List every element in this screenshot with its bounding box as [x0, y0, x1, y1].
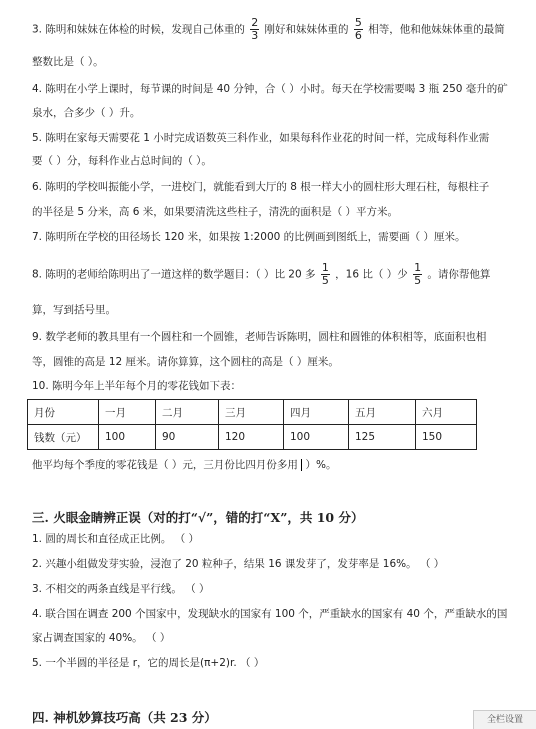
allowance-table — [27, 399, 477, 450]
question-10-line-2 — [32, 458, 337, 472]
q8-text-b: ，16 比（ ）少 — [335, 268, 408, 281]
question-8-line-2: 算，写到括号里。 — [32, 304, 116, 316]
table-cell: 钱数（元） — [28, 425, 99, 450]
fraction-numerator: 2 — [251, 16, 259, 29]
section-3-item: 3. 不相交的两条直线是平行线。 （ ） — [32, 583, 210, 595]
q3-text-c: 相等，他和他妹妹体重的最简 — [368, 23, 505, 36]
table-cell: 五月 — [349, 400, 416, 425]
table-cell: 月份 — [28, 400, 99, 425]
question-4-line-1: 4. 陈明在小学上课时，每节课的时间是 40 分钟，合（ ）小时。每天在学校需要喝 3 瓶 250 毫升的矿 — [32, 83, 508, 95]
fraction-five-sixths — [354, 17, 363, 42]
fraction-one-fifth — [321, 262, 330, 287]
table-header-row — [28, 400, 477, 425]
question-5-line-2: 要（ ）分，每科作业占总时间的（ ）。 — [32, 155, 212, 167]
section-3-item: 4. 联合国在调查 200 个国家中，发现缺水的国家有 100 个，严重缺水的国家有 40 个，严重缺水的国 — [32, 608, 508, 620]
fraction-numerator: 5 — [354, 16, 362, 29]
table-cell: 六月 — [416, 400, 477, 425]
table-row — [28, 425, 477, 450]
fraction-numerator: 1 — [414, 261, 422, 274]
question-6-line-2: 的半径是 5 分米，高 6 米，如果要清洗这些柱子，清洗的面积是（ ）平方米。 — [32, 206, 399, 218]
section-3-item: 1. 圆的周长和直径成正比例。 （ ） — [32, 533, 200, 545]
table-cell: 二月 — [156, 400, 219, 425]
table-cell: 100 — [99, 425, 156, 450]
question-6-line-1: 6. 陈明的学校叫振能小学，一进校门，就能看到大厅的 8 根一样大小的圆柱形大理石柱，每根柱子 — [32, 181, 490, 193]
question-4-line-2: 泉水，合多少（ ）升。 — [32, 107, 141, 119]
q10-text-b: ）%。 — [305, 459, 337, 471]
question-3-line-2: 整数比是（ ）。 — [32, 56, 104, 68]
text-cursor[interactable] — [301, 459, 302, 471]
table-cell: 一月 — [99, 400, 156, 425]
table-cell: 125 — [349, 425, 416, 450]
fraction-denominator: 3 — [251, 29, 259, 42]
fraction-denominator: 5 — [321, 274, 329, 287]
question-3-line-1 — [32, 17, 505, 42]
section-3-item: 家占调查国家的 40%。 （ ） — [32, 632, 171, 644]
fraction-one-fifth — [413, 262, 422, 287]
table-cell: 四月 — [284, 400, 349, 425]
question-9-line-2: 等，圆锥的高是 12 厘米。请你算算，这个圆柱的高是（ ）厘米。 — [32, 356, 339, 368]
question-5-line-1: 5. 陈明在家每天需要花 1 小时完成语数英三科作业，如果每科作业花的时间一样，完成每科作业需 — [32, 132, 490, 144]
fraction-numerator: 1 — [321, 261, 329, 274]
q3-text-a: 3. 陈明和妹妹在体检的时候，发现自己体重的 — [32, 23, 245, 36]
question-10-line-1: 10. 陈明今年上半年每个月的零花钱如下表： — [32, 380, 242, 392]
table-cell: 90 — [156, 425, 219, 450]
fraction-denominator: 5 — [414, 274, 422, 287]
section-4-heading: 四. 神机妙算技巧高（共 23 分） — [32, 710, 217, 725]
question-8-line-1 — [32, 262, 490, 287]
fraction-two-thirds — [250, 17, 259, 42]
question-9-line-1: 9. 数学老师的教具里有一个圆柱和一个圆锥，老师告诉陈明，圆柱和圆锥的体积相等，底面积也相 — [32, 331, 487, 343]
layout-settings-button[interactable]: 全栏设置 — [473, 710, 536, 729]
table-cell: 120 — [219, 425, 284, 450]
table-cell: 三月 — [219, 400, 284, 425]
q8-text-a: 8. 陈明的老师给陈明出了一道这样的数学题目：（ ）比 20 多 — [32, 268, 316, 281]
section-3-heading: 三. 火眼金睛辨正误（对的打“√”，错的打“X”，共 10 分） — [32, 510, 364, 525]
q3-text-b: 刚好和妹妹体重的 — [264, 23, 349, 36]
question-7-line-1: 7. 陈明所在学校的田径场长 120 米，如果按 1:2000 的比例画到图纸上，需要画（ ）厘米。 — [32, 231, 466, 243]
section-3-item: 2. 兴趣小组做发芽实验，浸泡了 20 粒种子，结果 16 课发芽了，发芽率是 16%。 （ ） — [32, 558, 445, 570]
table-cell: 150 — [416, 425, 477, 450]
fraction-denominator: 6 — [354, 29, 362, 42]
section-3-item: 5. 一个半圆的半径是 r，它的周长是(π+2)r. （ ） — [32, 657, 265, 669]
table-cell: 100 — [284, 425, 349, 450]
q10-text-a: 他平均每个季度的零花钱是（ ）元，三月份比四月份多用 — [32, 459, 298, 471]
q8-text-c: 。请你帮他算 — [427, 268, 491, 281]
